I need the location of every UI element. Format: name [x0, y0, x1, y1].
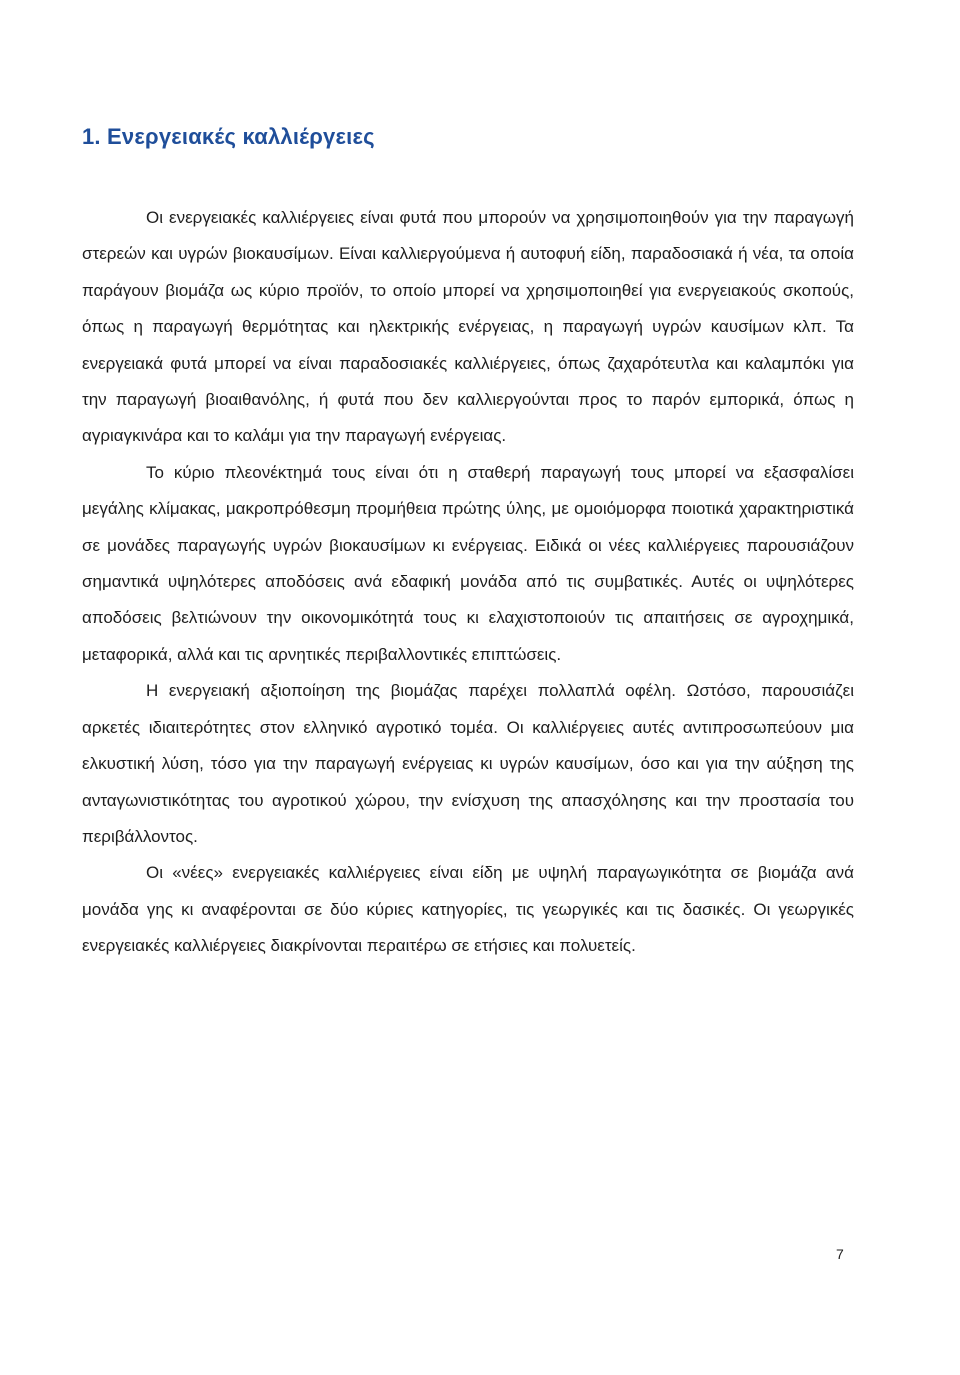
paragraph-4: Οι «νέες» ενεργειακές καλλιέργειες είναι είδη με υψηλή παραγωγικότητα σε βιομάζα ανά μονάδα γης κι αναφέρονται σε δύο κύριες κατηγορίες, τις γεωργικές και τις δασικές. Οι γεωργικές ενεργειακές καλλιέργειες διακρίνονται περαιτέρω σε ετήσιες και πολυετείς.: [82, 863, 854, 956]
paragraph-2: Το κύριο πλεονέκτημά τους είναι ότι η σταθερή παραγωγή τους μπορεί να εξασφαλίσει μεγάλης κλίμακας, μακροπρόθεσμη προμήθεια πρώτης ύλης, με ομοιόμορφα ποιοτικά χαρακτηριστικά σε μονάδες παραγωγής υγρών βιοκαυσίμων κι ενέργειας. Ειδικά οι νέες καλλιέργειες παρουσιάζουν σημαντικά υψηλότερες αποδόσεις ανά εδαφική μονάδα από τις συμβατικές. Αυτές οι υψηλότερες αποδόσεις βελτιώνουν την οικονομικότητά τους κι ελαχιστοποιούν τις απαιτήσεις σε αγροχημικά, μεταφορικά, αλλά και τις αρνητικές περιβαλλοντικές επιπτώσεις.: [82, 462, 854, 664]
body-text: [82, 200, 854, 965]
page-number: 7: [836, 1246, 844, 1262]
paragraph-1: Οι ενεργειακές καλλιέργειες είναι φυτά που μπορούν να χρησιμοποιηθούν για την παραγωγή στερεών και υγρών βιοκαυσίμων. Είναι καλλιεργούμενα ή αυτοφυή είδη, παραδοσιακά ή νέα, τα οποία παράγουν βιομάζα ως κύριο προϊόν, το οποίο μπορεί να χρησιμοποιηθεί για ενεργειακούς σκοπούς, όπως η παραγωγή θερμότητας και ηλεκτρικής ενέργειας, η παραγωγή υγρών καυσίμων κλπ. Τα ενεργειακά φυτά μπορεί να είναι παραδοσιακές καλλιέργειες, όπως ζαχαρότευτλα και καλαμπόκι για την παραγωγή βιοαιθανόλης, ή φυτά που δεν καλλιεργούνται προς το παρόν εμπορικά, όπως η αγριαγκινάρα και το καλάμι για την παραγωγή ενέργειας.: [82, 208, 854, 446]
section-heading: 1. Ενεργειακές καλλιέργειες: [82, 124, 375, 149]
paragraph-3: Η ενεργειακή αξιοποίηση της βιομάζας παρέχει πολλαπλά οφέλη. Ωστόσο, παρουσιάζει αρκετές ιδιαιτερότητες στον ελληνικό αγροτικό τομέα. Οι καλλιέργειες αυτές αντιπροσωπεύουν μια ελκυστική λύση, τόσο για την παραγωγή ενέργειας κι υγρών καυσίμων, όσο και για την αύξηση της ανταγωνιστικότητας του αγροτικού χώρου, την ενίσχυση της απασχόλησης και την προστασία του περιβάλλοντος.: [82, 681, 854, 846]
